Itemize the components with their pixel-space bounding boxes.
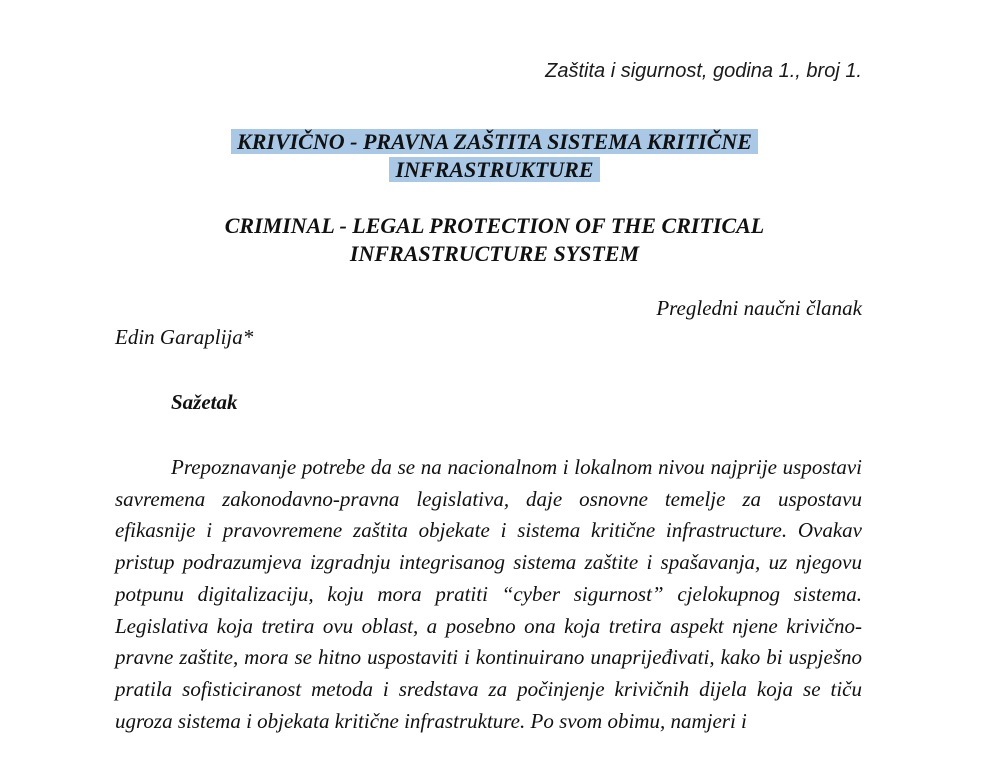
author-name: Edin Garaplija* [115, 325, 254, 349]
title-bosnian-line-2[interactable]: INFRASTRUKTURE [389, 157, 599, 182]
title-english-line-2: INFRASTRUCTURE SYSTEM [349, 241, 640, 266]
abstract-heading: Sažetak [171, 390, 238, 414]
title-english-line-1: CRIMINAL - LEGAL PROTECTION OF THE CRITICAL [224, 213, 765, 238]
journal-header: Zaštita i sigurnost, godina 1., broj 1. [545, 60, 862, 82]
title-english [0, 212, 989, 268]
title-bosnian [0, 128, 989, 184]
abstract-text: Prepoznavanje potrebe da se na nacionalnom i lokalnom nivou najprije uspostavi savremena zakonodavno-pravna legislativa, daje osnovne temelje za uspostavu efikasnije i pravovremene zaštita objekate i sistema kritične infrastructure. Ovakav pristup podrazumjeva izgradnju integrisanog sistema zaštite i spašavanja, uz njegovu potpunu digitalizaciju, koju mora pratiti “cyber sigurnost” cjelokupnog sistema. Legislativa koja tretira ovu oblast, a posebno ona koja tretira aspekt njene krivično-pravne zaštite, mora se hitno uspostaviti i kontinuirano unaprijeđivati, kako bi uspješno pratila sofisticiranost metoda i sredstava za počinjenje krivičnih dijela koja se tiču ugroza sistema i objekata kritične infrastrukture. Po svom obimu, namjeri i [115, 455, 862, 733]
article-type: Pregledni naučni članak [656, 296, 862, 320]
title-bosnian-line-1[interactable]: KRIVIČNO - PRAVNA ZAŠTITA SISTEMA KRITIČNE [231, 129, 758, 154]
